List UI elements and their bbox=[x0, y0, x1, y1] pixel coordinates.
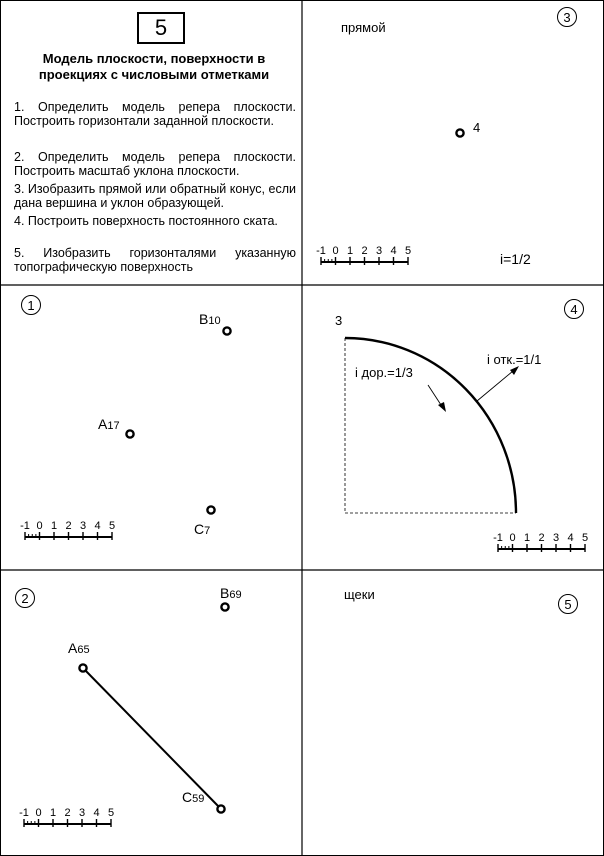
panel2-point-c-elev: 59 bbox=[192, 793, 205, 805]
sheet-heading-line1: Модель плоскости, поверхности в bbox=[42, 51, 266, 66]
panel2-scale-label: 1 bbox=[49, 807, 57, 819]
panel4-slope-road: i дор.=1/3 bbox=[355, 365, 413, 380]
panel3-vertex-elev: 4 bbox=[473, 120, 481, 135]
panel3-number-label: 3 bbox=[563, 9, 571, 25]
panel1-number-label: 1 bbox=[27, 297, 35, 313]
panel4-scale-label: -1 bbox=[493, 532, 503, 544]
panel3-scale-label: 4 bbox=[390, 245, 397, 257]
task-5: 5. Изобразить горизонталями указанную топографическую поверхность bbox=[14, 246, 296, 274]
panel1-scale-label: 5 bbox=[108, 520, 116, 532]
panel1-point-c-elev: 7 bbox=[204, 525, 211, 537]
panel2-point-a-elev: 65 bbox=[77, 644, 90, 656]
panel3-linear-scale bbox=[316, 245, 411, 265]
panel1-scale-label: -1 bbox=[20, 520, 30, 532]
panel1-point-a-letter: A bbox=[98, 416, 108, 432]
panel4-scale-label: 3 bbox=[552, 532, 560, 544]
panel1-point-b-letter: B bbox=[199, 311, 209, 327]
panel3-scale-label: -1 bbox=[316, 245, 326, 257]
panel3-scale-label: 1 bbox=[346, 245, 354, 257]
panel2-point-a-letter: A bbox=[68, 640, 78, 656]
panel1-point-a-elev: 17 bbox=[107, 420, 120, 432]
panel1-scale-label: 3 bbox=[79, 520, 87, 532]
panel4-number-label: 4 bbox=[570, 301, 578, 317]
panel2-number-label: 2 bbox=[21, 590, 29, 606]
panel1-scale-label: 0 bbox=[36, 520, 43, 532]
panel2-scale-label: 5 bbox=[107, 807, 115, 819]
panel5-surface-type: щеки bbox=[344, 587, 375, 602]
panel4-scale-label: 5 bbox=[581, 532, 589, 544]
panel4-linear-scale bbox=[493, 532, 588, 552]
panel3-slope: i=1/2 bbox=[500, 251, 531, 267]
panel3-scale-label: 2 bbox=[361, 245, 368, 257]
panel1-scale-label: 1 bbox=[50, 520, 58, 532]
panel1-point-b-elev: 10 bbox=[208, 315, 221, 327]
panel4-scale-label: 1 bbox=[523, 532, 531, 544]
panel1-linear-scale bbox=[20, 520, 115, 540]
panel2-scale-label: 3 bbox=[78, 807, 86, 819]
task-1: 1. Определить модель репера плоскости. Построить горизонтали заданной плоскости. bbox=[14, 100, 296, 128]
panel1-point-c-letter: C bbox=[194, 521, 205, 537]
panel2-linear-scale bbox=[19, 807, 114, 827]
panel4-scale-label: 0 bbox=[509, 532, 516, 544]
panel1-scale-label: 4 bbox=[94, 520, 101, 532]
panel3-cone-type: прямой bbox=[341, 20, 386, 35]
panel2-scale-label: 4 bbox=[93, 807, 100, 819]
panel4-scale-label: 4 bbox=[567, 532, 574, 544]
panel2-scale-label: 2 bbox=[64, 807, 71, 819]
panel2-scale-label: -1 bbox=[19, 807, 29, 819]
panel1-scale-label: 2 bbox=[65, 520, 72, 532]
panel2-point-b-elev: 69 bbox=[229, 589, 242, 601]
panel2-point-c-letter: C bbox=[182, 789, 193, 805]
task-4: 4. Построить поверхность постоянного ската. bbox=[14, 214, 278, 228]
task-3: 3. Изобразить прямой или обратный конус, если дана вершина и уклон образующей. bbox=[14, 182, 296, 210]
panel4-start-elev: 3 bbox=[335, 313, 343, 328]
sheet-heading-line2: проекциях с числовыми отметками bbox=[38, 67, 270, 82]
panel3-scale-label: 5 bbox=[404, 245, 412, 257]
panel2-point-b-letter: B bbox=[220, 585, 230, 601]
panel4-slope-fill: i отк.=1/1 bbox=[487, 352, 542, 367]
panel5-number-label: 5 bbox=[564, 596, 572, 612]
panel2-scale-label: 0 bbox=[35, 807, 42, 819]
panel3-scale-label: 3 bbox=[375, 245, 383, 257]
sheet-number: 5 bbox=[154, 15, 168, 40]
panel4-scale-label: 2 bbox=[538, 532, 545, 544]
panel3-scale-label: 0 bbox=[332, 245, 339, 257]
task-2: 2. Определить модель репера плоскости. Построить масштаб уклона плоскости. bbox=[14, 150, 296, 178]
